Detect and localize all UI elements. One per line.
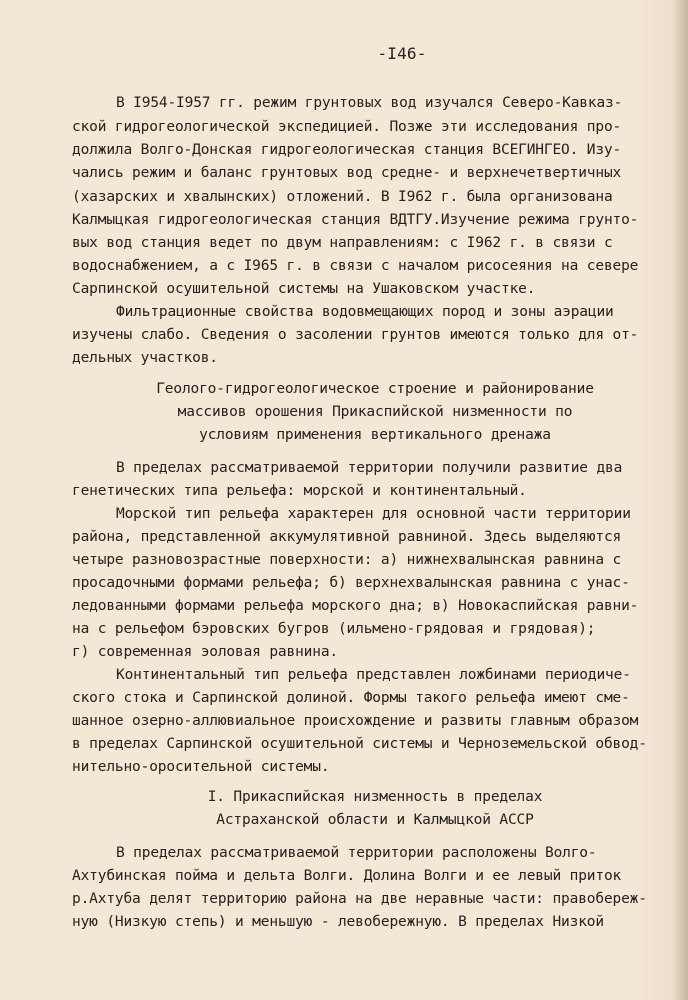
paragraph-5-line-4: в пределах Сарпинской осушительной системы и Черноземельской обвод- [72,736,647,752]
paragraph-4-line-1: Морской тип рельефа характерен для основной части территории [116,506,631,522]
paragraph-1-line-5: (хазарских и хвалынских) отложений. В I962 г. была организована [72,189,613,205]
paragraph-4-line-6: на с рельефом бэровских бугров (ильмено-грядовая и грядовая); [72,621,596,637]
paragraph-6-line-1: В пределах рассматриваемой территории расположены Волго- [116,845,597,861]
paragraph-5-line-1: Континентальный тип рельефа представлен ложбинами периодиче- [116,667,631,683]
section-heading-2-line-1: I. Прикаспийская низменность в пределах [207,789,543,805]
paragraph-1-line-2: ской гидрогеологической экспедицией. Позже эти исследования про- [72,119,622,135]
paragraph-1-line-6: Калмыцкая гидрогеологическая станция ВДТГУ.Изучение режима грунто- [72,212,639,228]
paragraph-1-line-9: Сарпинской осушительной системы на Ушаковском участке. [72,281,536,297]
paragraph-5-line-3: шанное озерно-аллювиальное происхождение и развиты главным образом [72,713,639,729]
paragraph-1-line-4: чались режим и баланс грунтовых вод средне- и верхнечетвертичных [72,165,622,181]
page-edge-shadow [672,0,688,1000]
paragraph-4-line-2: района, представленной аккумулятивной равниной. Здесь выделяются [72,529,622,545]
paragraph-4-line-3: четыре разновозрастные поверхности: а) нижнехвалынская равнина с [72,552,622,568]
section-heading-2-line-2: Астраханской области и Калмыцкой АССР [216,812,534,828]
paragraph-1-line-3: должила Волго-Донская гидрогеологическая станция ВСЕГИНГЕО. Изу- [72,142,622,158]
section-heading-1-line-3: условиям применения вертикального дренажа [199,427,551,443]
paragraph-4-line-4: просадочными формами рельефа; б) верхнехвалынская равнина с унас- [72,575,630,591]
paragraph-1-line-1: В I954-I957 гг. режим грунтовых вод изучался Северо-Кавказ- [116,95,623,111]
section-heading-1-line-1: Геолого-гидрогеологическое строение и районирование [156,381,594,397]
paragraph-3-line-2: генетических типа рельефа: морской и континентальный. [72,483,527,499]
paragraph-2-line-2: изучены слабо. Сведения о засолении грунтов имеются только для от- [72,327,639,343]
paragraph-5-line-2: ского стока и Сарпинской долиной. Формы такого рельефа имеют сме- [72,690,630,706]
paragraph-5-line-5: нительно-оросительной системы. [72,759,330,775]
paragraph-1-line-8: водоснабжением, а с I965 г. в связи с началом рисосеяния на севере [72,258,639,274]
section-heading-1-line-2: массивов орошения Прикаспийской низменности по [177,404,573,420]
paragraph-4-line-5: ледованными формами рельефа морского дна; в) Новокаспийская равни- [72,598,639,614]
page-number: -I46- [377,44,427,63]
paragraph-6-line-4: ную (Низкую степь) и меньшую - левобережную. В пределах Низкой [72,914,604,930]
paragraph-6-line-3: р.Ахтуба делят территорию района на две неравные части: правобереж- [72,891,647,907]
paragraph-2-line-1: Фильтрационные свойства водовмещающих пород и зоны аэрации [116,304,614,320]
paragraph-1-line-7: вых вод станция ведет по двум направлениям: с I962 г. в связи с [72,235,613,251]
paragraph-6-line-2: Ахтубинская пойма и дельта Волги. Долина Волги и ее левый приток [72,868,622,884]
paragraph-2-line-3: дельных участков. [72,350,218,366]
paragraph-3-line-1: В пределах рассматриваемой территории получили развитие два [116,460,623,476]
paragraph-4-line-7: г) современная эоловая равнина. [72,644,338,660]
